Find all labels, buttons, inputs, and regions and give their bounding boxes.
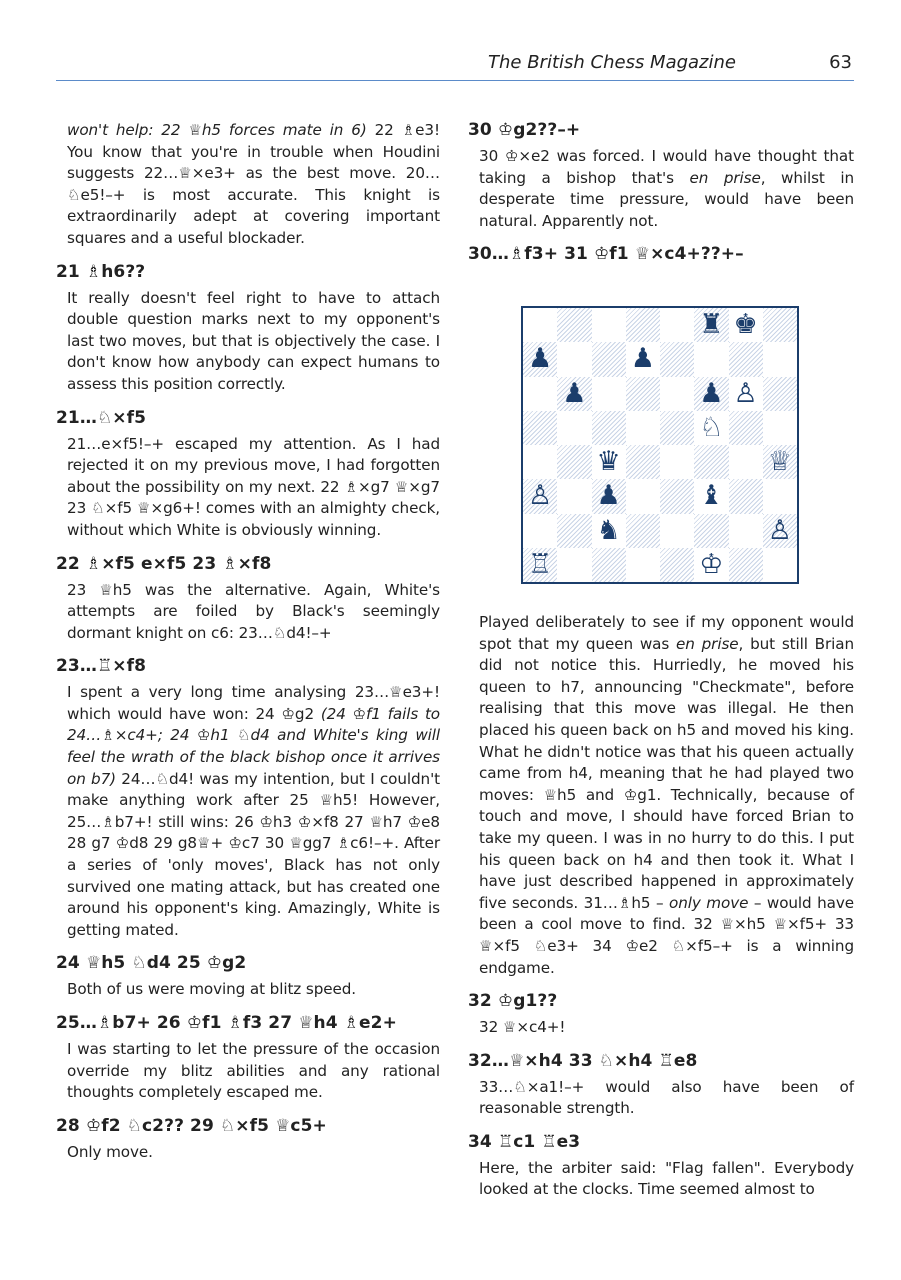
italic-text: only move [669, 893, 749, 912]
paragraph [67, 120, 440, 250]
move-heading: 24 ♕h5 ♘d4 25 ♔g2 [56, 953, 247, 974]
board-square [660, 377, 694, 411]
board-square [763, 411, 797, 445]
text: , but still Brian did not notice this. Hurriedly, he moved his queen to h7, announcing "Checkmate", before realising that this move was illegal. He then placed his queen back on h5 and moved his king. What he didn't notice was that his queen actually came from h4, meaning that he had played two moves: ♕h5 and ♔g1. Technically, because of touch and move, I should have forced Brian to take my queen. I was in no hurry to do this. I put his queen back on h4 and then took it. What I have just described happened in approximately five seconds. 31…♗h5 – [479, 634, 854, 912]
move-heading: 25…♗b7+ 26 ♔f1 ♗f3 27 ♕h4 ♗e2+ [56, 1013, 397, 1033]
paragraph: It really doesn't feel right to have to attach double question marks next to my opponent's last two moves, but that is objectively the case. I don't know how anybody can expect humans to assess this position correctly. [67, 288, 440, 393]
chess-piece-c3: ♟ [596, 480, 621, 512]
move-heading: 23…♖×f8 [56, 656, 147, 677]
board-square [626, 411, 660, 445]
paragraph: 21…e×f5!–+ escaped my attention. As I had rejected it on my previous move, I had forgotten about the possibility on my next. 22 ♗×g7 ♕×g7 23 ♘×f5 ♕×g6+! comes with an almighty check, without which White is obviously winning. [67, 434, 440, 539]
text: 24…♘d4! was my intention, but I couldn't make anything work after 25 ♕h5! However, 25…♗b7+! still wins: 26 ♔h3 ♔×f8 27 ♕h7 ♔e8 28 g7 ♔d8 29 g8♕+ ♔c7 30 ♕gg7 ♗c6!–+. After a series of 'only moves', Black has not only survived one mating attack, but has created one around his opponent's king. Amazingly, White is getting mated. [67, 769, 440, 939]
text: Played deliberately to see if my opponent would spot that my queen was [479, 613, 854, 653]
chess-piece-f3: ♝ [699, 480, 724, 512]
board-square [626, 548, 660, 582]
board-square [523, 308, 557, 342]
board-square [523, 514, 557, 548]
paragraph: I was starting to let the pressure of the occasion override my blitz abilities and any rational thoughts completely escaped me. [67, 1040, 440, 1102]
left-column [56, 120, 440, 1163]
board-square [729, 445, 763, 479]
chess-piece-f8: ♜ [699, 309, 724, 340]
chess-piece-c2: ♞ [596, 514, 621, 546]
chess-piece-f5: ♘ [699, 411, 724, 443]
page-number: 63 [829, 52, 852, 73]
right-column-top [468, 120, 854, 270]
board-square [729, 342, 763, 376]
chess-piece-d7: ♟ [630, 343, 655, 375]
board-square [557, 479, 591, 513]
board-square [660, 548, 694, 582]
chess-piece-b6: ♟ [562, 377, 587, 409]
chess-piece-c4: ♛ [596, 446, 621, 477]
board-square [626, 377, 660, 411]
italic-text: en prise [689, 168, 761, 187]
paragraph: 33…♘×a1!–+ would also have been of reasonable strength. [479, 1077, 854, 1118]
board-square [557, 514, 591, 548]
board-square [729, 514, 763, 548]
right-column-bottom [468, 612, 854, 1201]
board-square [763, 342, 797, 376]
text: 22 ♗e3! You know that you're in trouble when Houdini suggests 22…♕×e3+ as the best move. 20…♘e5!–+ is most accurate. This knight is extraordinarily adept at covering important squares and a useful blockader. [67, 121, 440, 247]
board-square [694, 514, 728, 548]
board-square [592, 342, 626, 376]
chess-piece-a1: ♖ [528, 548, 553, 580]
chess-piece-f6: ♟ [699, 377, 724, 409]
board-square [523, 445, 557, 479]
italic-text: won't help: 22 ♕h5 forces mate in 6) [67, 121, 367, 139]
move-heading: 21 ♗h6?? [56, 261, 146, 282]
board-square [592, 377, 626, 411]
board-square [523, 411, 557, 445]
board-square [729, 548, 763, 582]
board-square [660, 342, 694, 376]
board-square [626, 308, 660, 342]
paragraph: Both of us were moving at blitz speed. [67, 980, 357, 999]
board-square [660, 411, 694, 445]
board-square [626, 514, 660, 548]
board-square [660, 308, 694, 342]
move-heading: 28 ♔f2 ♘c2?? 29 ♘×f5 ♕c5+ [56, 1115, 327, 1136]
italic-text: en prise [676, 634, 739, 653]
move-heading: 32 ♔g1?? [468, 991, 558, 1012]
board-square [557, 411, 591, 445]
paragraph: 32 ♕×c4+! [479, 1018, 566, 1037]
chess-piece-g8: ♚ [733, 309, 758, 340]
board-square [694, 445, 728, 479]
paragraph: Only move. [67, 1142, 153, 1161]
board-square [729, 479, 763, 513]
text: 30 ♔×e2 was forced. I would have thought that taking a bishop that's [479, 147, 854, 187]
board-square [763, 479, 797, 513]
board-square [557, 548, 591, 582]
text: , whilst in desperate time pressure, would have been natural. Apparently not. [479, 168, 855, 230]
board-square [729, 411, 763, 445]
board-square [592, 308, 626, 342]
move-heading: 30…♗f3+ 31 ♔f1 ♕×c4+??+– [468, 244, 744, 265]
chess-piece-g6: ♙ [733, 377, 758, 409]
chess-piece-f1: ♔ [699, 548, 724, 580]
board-square [557, 308, 591, 342]
page-header [56, 50, 854, 81]
chess-diagram [521, 306, 799, 584]
move-heading: 34 ♖c1 ♖e3 [468, 1131, 581, 1152]
board-square [626, 479, 660, 513]
board-square [592, 411, 626, 445]
paragraph: Here, the arbiter said: "Flag fallen". Everybody looked at the clocks. Time seemed almost to [479, 1158, 854, 1199]
move-heading: 22 ♗×f5 e×f5 23 ♗×f8 [56, 553, 272, 574]
move-heading: 21…♘×f5 [56, 407, 147, 428]
board-square [763, 548, 797, 582]
italic-text: (24 ♔f1 fails to 24…♗×c4+; 24 ♔h1 ♘d4 and White's king will feel the wrath of the black bishop once it arrives on b7) [67, 704, 440, 788]
board-square [660, 514, 694, 548]
paragraph [479, 612, 854, 979]
board-square [763, 377, 797, 411]
board-square [763, 308, 797, 342]
move-heading: 32…♕×h4 33 ♘×h4 ♖e8 [468, 1050, 698, 1071]
chess-piece-h2: ♙ [767, 514, 792, 546]
chess-piece-a3: ♙ [528, 480, 553, 512]
board-square [660, 479, 694, 513]
board-square [557, 342, 591, 376]
chess-piece-h4: ♕ [767, 446, 792, 477]
board-square [557, 445, 591, 479]
chess-piece-a7: ♟ [528, 343, 553, 375]
board-square [694, 342, 728, 376]
paragraph [479, 146, 854, 232]
board-square [660, 445, 694, 479]
chess-board [521, 306, 799, 584]
magazine-title: The British Chess Magazine [488, 52, 736, 73]
board-square [626, 445, 660, 479]
move-heading: 30 ♔g2??–+ [468, 120, 581, 140]
board-square [523, 377, 557, 411]
text: – would have been a cool move to find. 32 ♕×h5 ♕×f5+ 33 ♕×f5 ♘e3+ 34 ♔e2 ♘×f5–+ is a winning endgame. [479, 893, 854, 977]
paragraph: 23 ♕h5 was the alternative. Again, White's attempts are foiled by Black's seemingly dormant knight on c6: 23…♘d4!–+ [67, 580, 440, 642]
board-square [592, 548, 626, 582]
paragraph [67, 682, 440, 941]
text: I spent a very long time analysing 23…♕e3+! which would have won: 24 ♔g2 [67, 683, 440, 723]
